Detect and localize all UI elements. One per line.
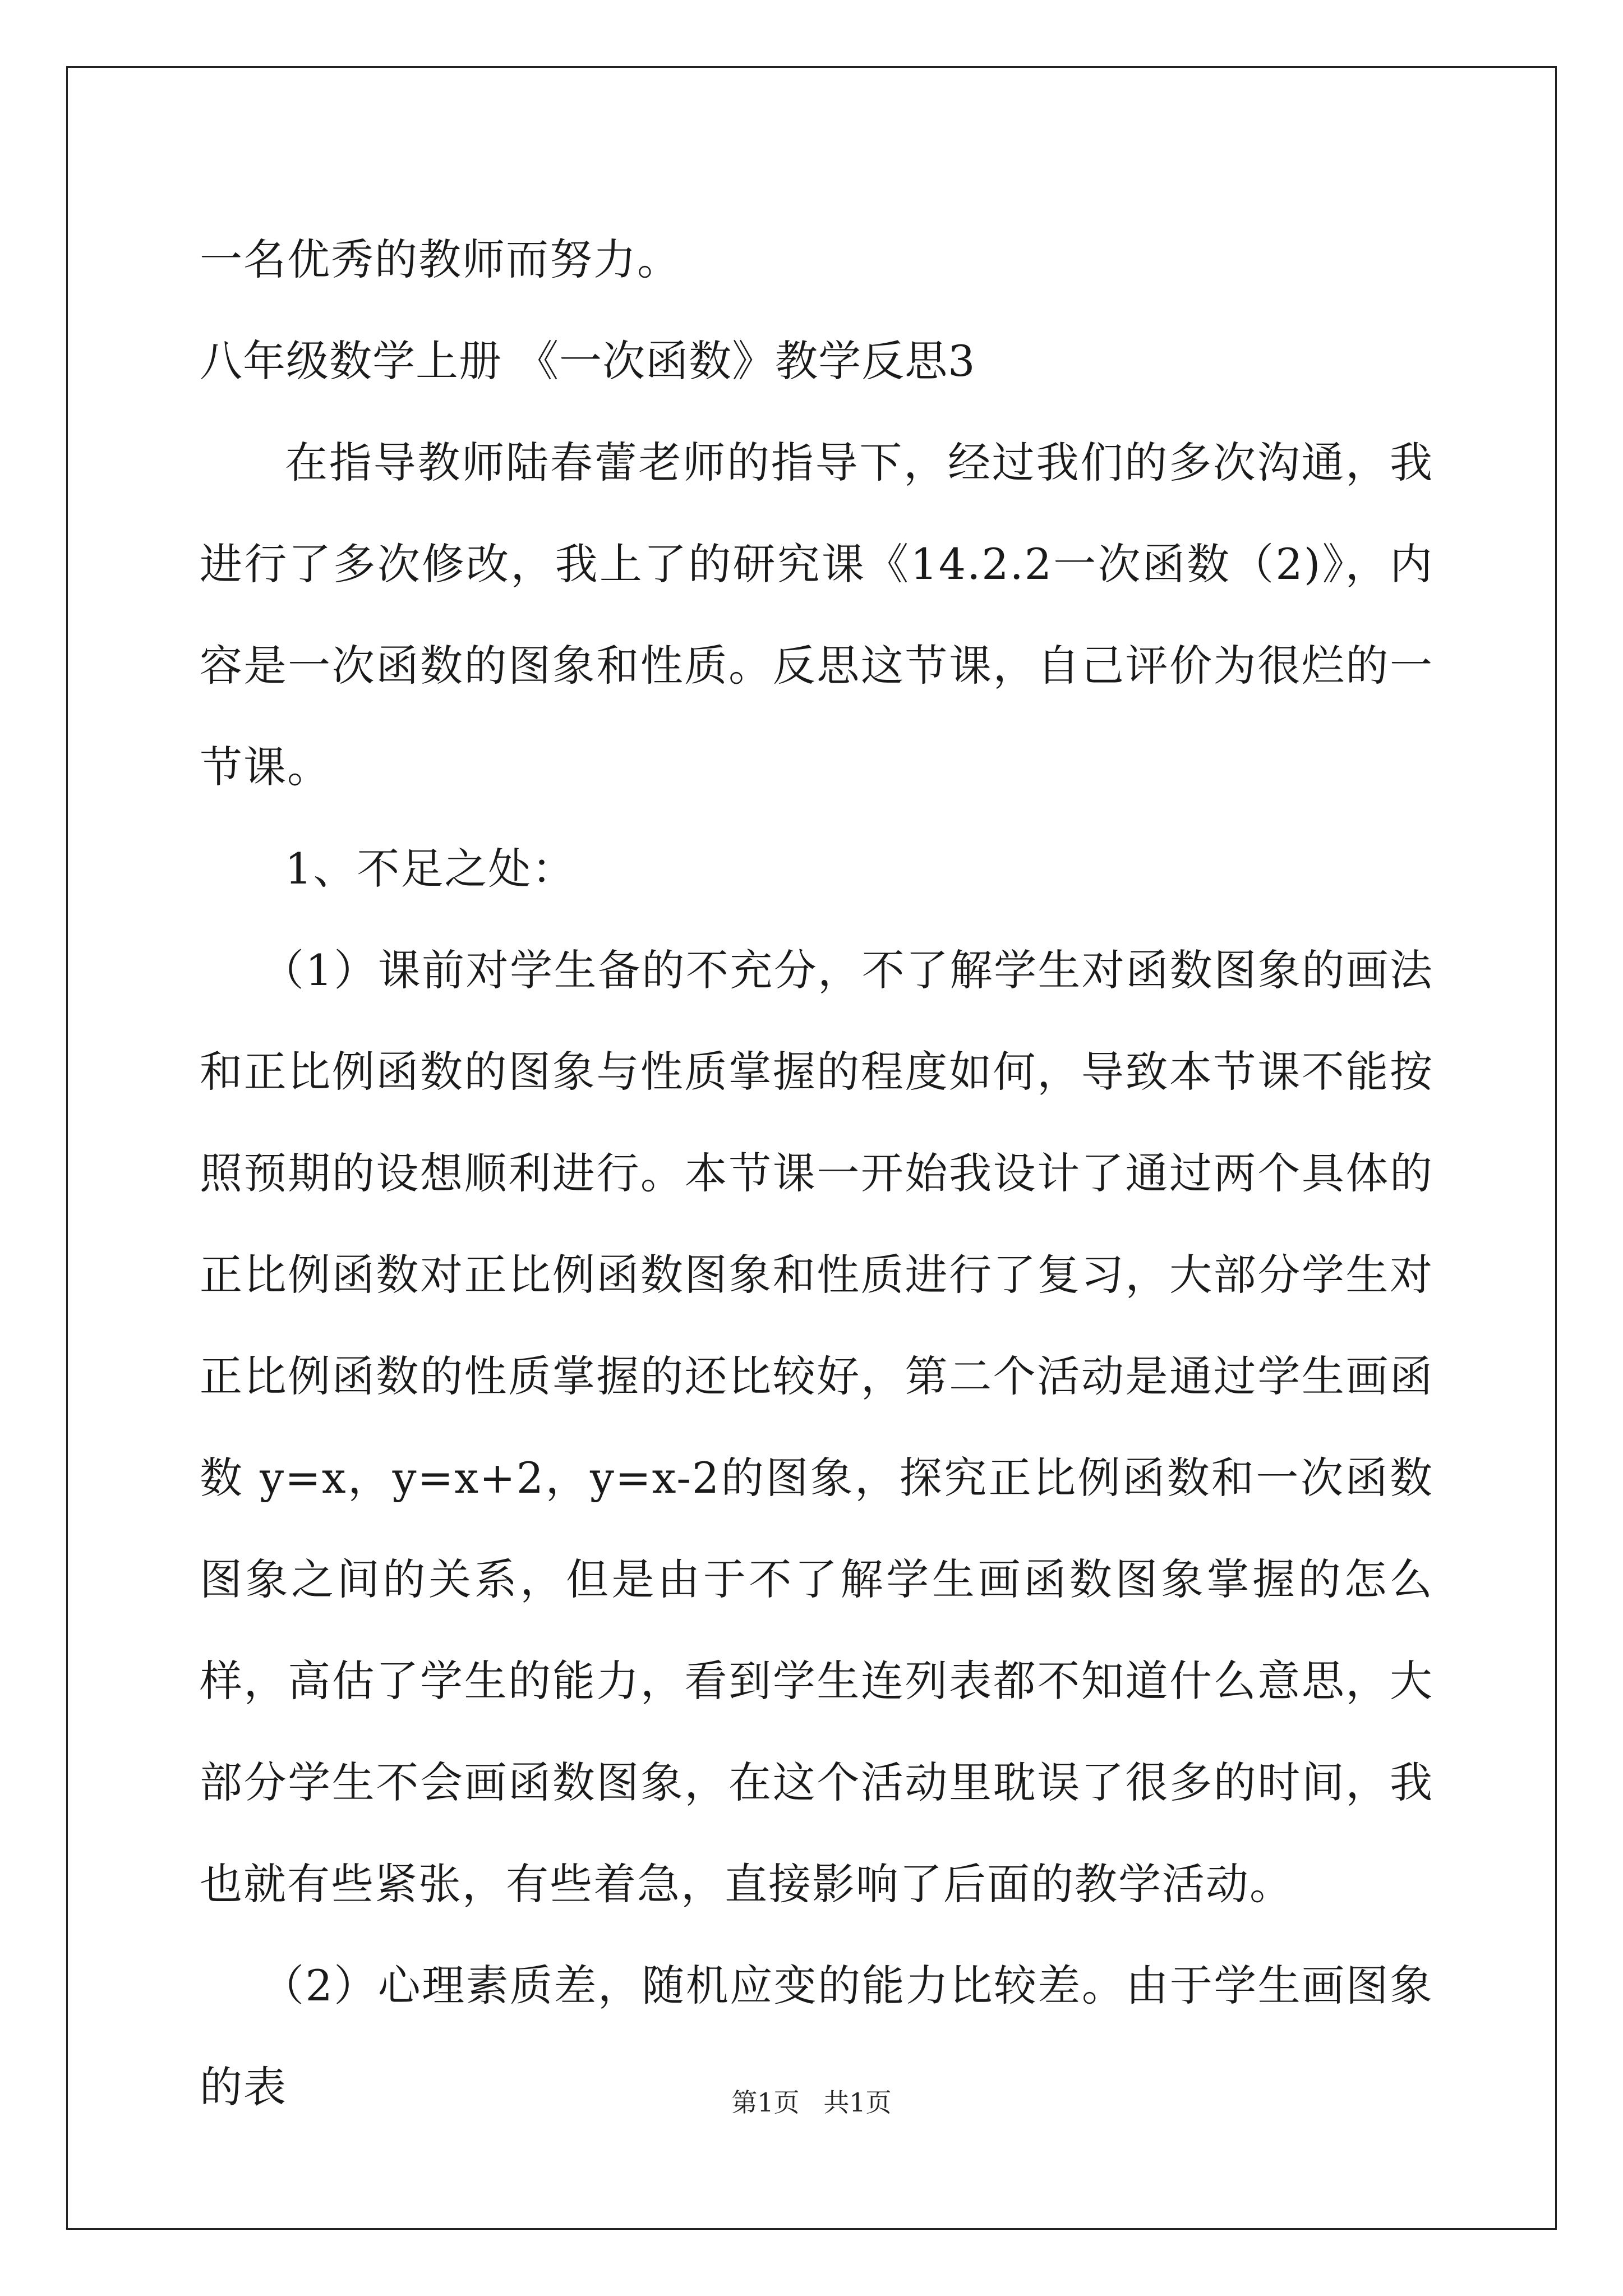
page-number: 第1页: [731, 2087, 800, 2118]
paragraph-point-2: （2）心理素质差，随机应变的能力比较差。由于学生画图象的表: [200, 1961, 1433, 2112]
paragraph-point-1: （1）课前对学生备的不充分，不了解学生对函数图象的画法和正比例函数的图象与性质掌握的程度如何，导致本节课不能按照预期的设想顺利进行。本节课一开始我设计了通过两个具体的正比例函数对正比例函数图象和性质进行了复习，大部分学生对正比例函数的性质掌握的还比较好，第二个活动是通过学生画函数 y=x，y=x+2，y=x-2的图象，探究正比例函数和一次函数图象之间的关系，但是由于不了解学生画函数图象掌握的怎么样，高估了学生的能力，看到学生连列表都不知道什么意思，大部分学生不会画函数图象，在这个活动里耽误了很多的时间，我也就有些紧张，有些着急，直接影响了后面的教学活动。: [200, 945, 1433, 1909]
subheading-shortcomings: 1、不足之处：: [285, 844, 576, 894]
section-heading: 八年级数学上册 《一次函数》教学反思3: [200, 336, 976, 386]
paragraph-continuation: 一名优秀的教师而努力。: [200, 234, 681, 284]
paragraph-intro: 在指导教师陆春蕾老师的指导下，经过我们的多次沟通，我进行了多次修改，我上了的研究课《14.2.2一次函数（2)》，内容是一次函数的图象和性质。反思这节课，自己评价为很烂的一节课。: [200, 438, 1433, 792]
page-total: 共1页: [823, 2087, 892, 2118]
document-body: [200, 209, 1433, 2138]
page-footer: [0, 2086, 1623, 2119]
